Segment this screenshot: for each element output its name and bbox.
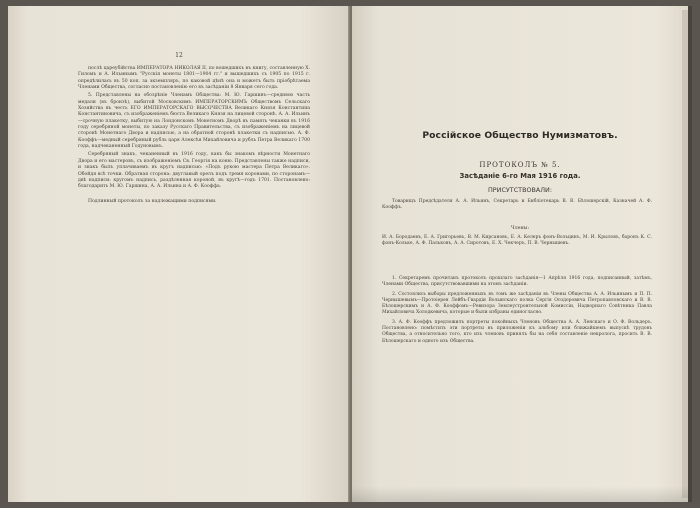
protocol-item: 1. Секретаремъ прочитанъ протоколъ прошлаго засѣданія—1 Апрѣля 1916 года, подписанный, затѣмъ, Членами Общества, присутствовавшими на этомъ засѣданіи.: [382, 276, 652, 288]
page-shadow: [352, 486, 688, 502]
society-title: Россійское Общество Нумизматовъ.: [422, 130, 618, 141]
board-list: Товарищъ Предсѣдателя А. А. Ильинъ, Секретарь и Библіотекарь В. В. Бѣлошерскій, Казначей А. Ф. Кооффъ.: [382, 199, 652, 211]
paragraph: Серебряный знакъ, чеканенный въ 1916 году, какъ бы знакомъ вѣрности Монетнаго Двора и его мастеровъ, съ изображеніемъ Св. Георгія на коню. Представлены также надписи, и знакъ былъ уплачиваемъ въ кругъ надписью: «Подъ рукою мастера Петра Великаго». Обойдя всѣ точки. Обратная сторона: двуглавый орелъ подъ тремя коронами, по сторонамъ—двѣ надписи: кругомъ надпись, раздѣленная короной, въ кругѣ—годъ 1701. Постановлено: благодарить М. Ю. Гаршина, А. А. Ильина и А. Ф. Кооффа.: [78, 152, 310, 190]
paragraph: послѣ цареубійства ИМПЕРАТОРА НИКОЛАЯ II, по вошедшихъ въ книгу, составленную Х. Гиломъ и А. Ильинымъ "Русскія монеты 1801—1904 гг." и вышедшихъ съ 1905 по 1915 г. опредѣлилась въ 50 коп. за экземпляръ, по каковой цѣнѣ она и можетъ быть пріобрѣтаема Членами Общества, согласно постановленію его въ засѣданіи 8 Января сего года.: [78, 66, 310, 91]
page-number: 12: [175, 52, 183, 59]
right-page: [352, 6, 688, 502]
members-list: И. А. Бородаевъ, Е. А. Григорьевъ, В. М. Кирсановъ, Е. А. Келеръ фонъ-Вольцинъ, М. И. Крыловъ, баронъ К. С. фонъ-Кольке, А. Ф. Пальковъ, А. А. Сиротовъ, Е. Х. Чекчеръ, П. В. Чернышевъ.: [382, 235, 652, 247]
protocol-number: ПРОТОКОЛЪ № 5.: [479, 161, 561, 169]
closing-note: Подлинный протоколъ за надлежащими подписями.: [88, 198, 217, 204]
paragraph: 5. Представлены на обозрѣніе Членамъ Общества: М. Ю. Гаршинъ—среднюю часть медали (въ бронзѣ), выбитой Московскимъ ИМПЕРАТОРСКИМЪ Обществомъ Сельскаго Хозяйства въ честь ЕГО ИМПЕРАТОРСКАГО ВЫСОЧЕСТВА Великаго Князя Константина Константиновича, съ изображеніемъ бюста Великаго Князя на лицевой сторонѣ. А. А. Ильинъ—срочную плакетку, выбитую на Лондонскомъ Монетномъ Дворѣ въ память чеканки въ 1916 году серебряной монеты, по заказу Русскаго Правительства, съ изображеніемъ на лицевой сторонѣ Монетнаго Двора и надписью, а на обратной сторонѣ плакетки съ надписью. А. Ф. Кооффъ—медный серебряный рубль царя Алексѣя Михайловича и рубль Петра Великаго 1700 года, надчеканенный Годуновымъ.: [78, 93, 310, 150]
protocol-items: [382, 276, 652, 348]
page-edges: [682, 10, 688, 498]
protocol-item: 2. Состоялись выборы предложенныхъ въ томъ же засѣданіи въ Члены Общества А. А. Ильинымъ и П. П. Чернышевымъ—Протоіерея Лейбъ-Гвардіи Волынскаго полка Сергія Осодоровича Петропавловскаго и В. В. Бѣлошерскимъ и А. Ф. Кооффомъ—Ревизора Землеустроительной Комиссіи, Надворнаго Совѣтника Павла Михайловича Холодкевича, которые и были избраны единогласно.: [382, 291, 652, 316]
open-book: [8, 6, 692, 502]
left-page-text: [78, 66, 310, 207]
protocol-item: 3. А. Ф. Кооффъ предложилъ портреты покойныхъ Членовъ Общества А. А. Ленскаго и О. Ф. Вольдеръ. Постановлено: помѣстить эти портреты въ приложеніи къ альбому или ближайшемъ выпускѣ трудовъ Общества, а относительно того, кто изъ членовъ принялъ бы на себя составленіе некролога, просить В. В. Бѣлошерскаго и одного изъ Общества.: [382, 319, 652, 344]
present-heading: ПРИСУТСТВОВАЛИ:: [488, 186, 552, 194]
left-page: [8, 6, 350, 502]
session-date: Засѣданіе 6-го Мая 1916 года.: [459, 172, 581, 180]
members-heading: Члены:: [510, 226, 530, 231]
